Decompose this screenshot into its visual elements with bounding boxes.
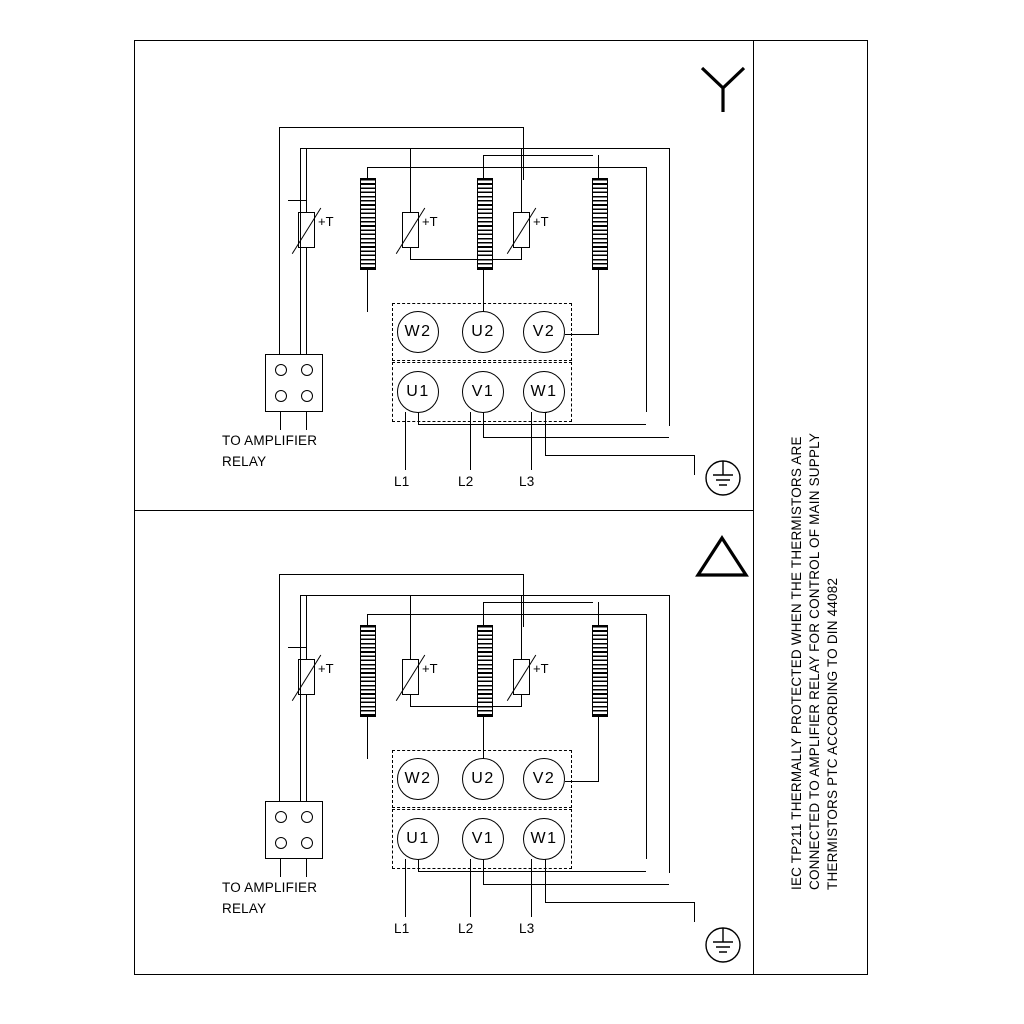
wire-therm1-top (306, 148, 307, 212)
amplifier-connector-block[interactable] (265, 801, 323, 859)
terminal-u1[interactable]: U1 (397, 371, 439, 413)
connector-lead-1 (280, 412, 281, 430)
supply-label-l2: L2 (458, 474, 474, 489)
thermistor-label-2: +T (422, 661, 438, 676)
winding-coil-3 (592, 625, 608, 717)
wire-bus-top-a-right (523, 127, 524, 180)
wire-coil3-bottom (598, 717, 599, 782)
wire-coil2-bottom (483, 717, 484, 759)
supply-label-l1: L1 (394, 474, 410, 489)
earth-ground-icon (700, 922, 746, 968)
amplifier-connector-block[interactable] (265, 354, 323, 412)
wire-coil3-to-v2 (565, 334, 599, 335)
wire-coil2-top (483, 602, 593, 603)
wire-coil2-top-left (483, 602, 484, 627)
wire-coil3-bottom (598, 270, 599, 335)
wire-bottom-link-a (418, 871, 646, 872)
wire-therm3-top (521, 595, 522, 659)
wire-l2 (470, 859, 471, 917)
terminal-v1[interactable]: V1 (462, 371, 504, 413)
wire-therm2-link (410, 259, 521, 260)
wire-bus-top-c (367, 614, 647, 615)
note-line-2: CONNECTED TO AMPLIFIER RELAY FOR CONTROL OF MAIN SUPPLY (807, 432, 822, 890)
terminal-w2[interactable]: W2 (397, 311, 439, 353)
delta-connection-icon (694, 533, 750, 579)
thermistor-label-1: +T (318, 214, 334, 229)
terminal-u1[interactable]: U1 (397, 818, 439, 860)
terminal-u2[interactable]: U2 (462, 311, 504, 353)
wire-therm1-top (306, 595, 307, 659)
terminal-v2[interactable]: V2 (523, 311, 565, 353)
wire-l3 (531, 859, 532, 917)
wire-bus-top-c-right (646, 614, 647, 859)
wire-bus-top-b-right (669, 148, 670, 426)
wire-bottom-link-b (483, 884, 669, 885)
thermistor-3 (513, 212, 530, 248)
connector-label-line-2: RELAY (222, 454, 267, 469)
connector-pin-1 (275, 364, 287, 376)
connector-lead-2 (306, 412, 307, 430)
connector-lead-2 (306, 859, 307, 877)
wire-bottom-link-b-left (483, 859, 484, 885)
wire-coil2-top (483, 155, 593, 156)
thermistor-2 (402, 659, 419, 695)
wire-l3 (531, 412, 532, 470)
wire-therm3-bottom (521, 695, 522, 707)
wire-l2 (470, 412, 471, 470)
note-line-3: THERMISTORS PTC ACCORDING TO DIN 44082 (825, 577, 840, 890)
winding-coil-1 (360, 178, 376, 270)
wire-coil1-bottom (367, 270, 368, 312)
wire-therm2-link (410, 706, 521, 707)
terminal-v1[interactable]: V1 (462, 818, 504, 860)
connector-pin-2 (301, 811, 313, 823)
wire-therm1-bottom (306, 248, 307, 358)
wire-coil2-bottom (483, 270, 484, 312)
connector-label-line-1: TO AMPLIFIER (222, 880, 318, 895)
wire-bus-top-a (279, 127, 524, 128)
wire-therm3-top (521, 148, 522, 212)
wire-coil2-top-left (483, 155, 484, 180)
wire-bottom-link-a (418, 424, 646, 425)
wire-coil1-bottom (367, 717, 368, 759)
wire-therm2-top (410, 148, 411, 212)
wire-bus-top-b (300, 148, 670, 149)
supply-label-l1: L1 (394, 921, 410, 936)
connector-pin-4 (301, 837, 313, 849)
wire-bus-top-a-left (279, 574, 280, 804)
wire-coil3-top-right (598, 155, 599, 180)
wire-bus-top-c (367, 167, 647, 168)
wire-therm3-bottom (521, 248, 522, 260)
connector-pin-3 (275, 837, 287, 849)
thermistor-3 (513, 659, 530, 695)
wire-coil3-to-v2 (565, 781, 599, 782)
thermistor-label-1: +T (318, 661, 334, 676)
thermistor-2 (402, 212, 419, 248)
wire-bottom-link-b-left (483, 412, 484, 438)
wire-earth-riser (694, 902, 695, 922)
thermistor-label-3: +T (533, 661, 549, 676)
wire-l1 (405, 859, 406, 917)
wire-therm2-top (410, 595, 411, 659)
terminal-w1[interactable]: W1 (523, 371, 565, 413)
supply-label-l3: L3 (519, 921, 535, 936)
terminal-v2[interactable]: V2 (523, 758, 565, 800)
wire-therm1-link (288, 200, 306, 201)
wire-bottom-link-c-h (545, 902, 695, 903)
thermistor-label-3: +T (533, 214, 549, 229)
wire-bus-top-c-left (367, 614, 368, 627)
wire-bottom-link-a-left (418, 412, 419, 425)
supply-label-l3: L3 (519, 474, 535, 489)
wire-bottom-link-c-v (545, 412, 546, 456)
wire-therm1-link (288, 647, 306, 648)
wire-bus-top-b (300, 595, 670, 596)
wire-bottom-link-a-left (418, 859, 419, 872)
connector-lead-1 (280, 859, 281, 877)
wire-l1 (405, 412, 406, 470)
winding-coil-1 (360, 625, 376, 717)
wire-bottom-link-c-v (545, 859, 546, 903)
connector-pin-3 (275, 390, 287, 402)
wire-coil3-top-right (598, 602, 599, 627)
terminal-u2[interactable]: U2 (462, 758, 504, 800)
wire-bottom-link-c-h (545, 455, 695, 456)
wire-bus-top-b-right (669, 595, 670, 873)
wire-bus-top-c-left (367, 167, 368, 180)
wire-bus-top-a-right (523, 574, 524, 627)
connector-label-line-1: TO AMPLIFIER (222, 433, 318, 448)
wire-therm1-bottom (306, 695, 307, 805)
connector-label-line-2: RELAY (222, 901, 267, 916)
earth-ground-icon (700, 455, 746, 501)
winding-coil-2 (477, 178, 493, 270)
winding-coil-2 (477, 625, 493, 717)
wire-bus-top-b-left (300, 148, 301, 356)
frame-divider-horizontal (134, 510, 754, 511)
wire-bottom-link-b (483, 437, 669, 438)
wire-bus-top-b-left (300, 595, 301, 803)
star-connection-icon (696, 62, 750, 114)
winding-coil-3 (592, 178, 608, 270)
wire-bus-top-a-left (279, 127, 280, 357)
connector-pin-1 (275, 811, 287, 823)
connector-pin-2 (301, 364, 313, 376)
wire-bus-top-a (279, 574, 524, 575)
wire-bus-top-c-right (646, 167, 647, 412)
note-line-1: IEC TP211 THERMALLY PROTECTED WHEN THE THERMISTORS ARE (789, 436, 804, 890)
connector-pin-4 (301, 390, 313, 402)
terminal-w1[interactable]: W1 (523, 818, 565, 860)
wire-earth-riser (694, 455, 695, 475)
frame-divider-vertical (753, 40, 754, 975)
terminal-w2[interactable]: W2 (397, 758, 439, 800)
supply-label-l2: L2 (458, 921, 474, 936)
thermistor-label-2: +T (422, 214, 438, 229)
